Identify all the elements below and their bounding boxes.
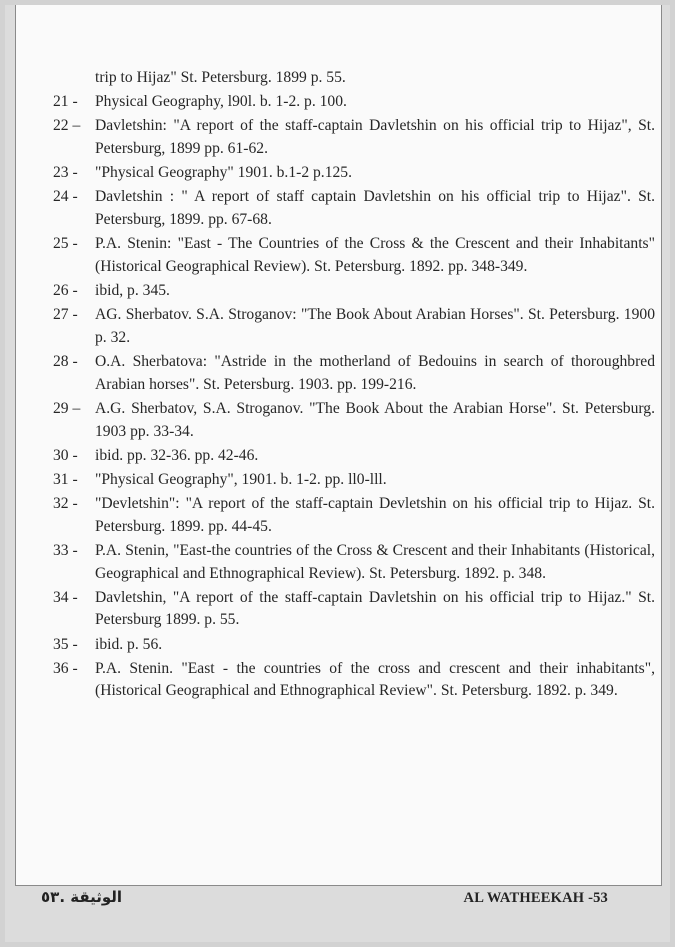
footnote-item [53,304,655,350]
footnote-text: A.G. Sherbatov, S.A. Stroganov. "The Book About the Arabian Horse". St. Petersburg. 1903 pp. 33-34. [95,399,655,440]
document-page [5,5,670,942]
footnote-text: P.A. Stenin. "East - the countries of the cross and crescent and their inhabitants", (Historical Geographical and Ethnographical Review". St. Petersburg. 1892. p. 349. [95,659,655,700]
footnote-list [53,67,655,705]
footnote-text: trip to Hijaz" St. Petersburg. 1899 p. 55. [95,69,346,86]
footnote-number: 25 - [53,235,78,253]
footnote-text: ibid, p. 345. [95,281,170,299]
footnote-number: 29 – [53,399,81,417]
footnote-item [53,658,655,704]
footnote-item [53,587,655,633]
footnote-text: P.A. Stenin, "East-the countries of the Cross & Crescent and their Inhabitants (Historical, Geographical and Ethnographical Review). St. Petersburg. 1892. p. 348. [95,541,655,582]
footnote-number: 30 - [53,446,78,464]
footnote-text: Physical Geography, l90l. b. 1-2. p. 100. [95,93,347,111]
footnote-text: "Physical Geography", 1901. b. 1-2. pp. ll0-lll. [95,470,387,488]
footnote-text: "Devletshin": "A report of the staff-captain Devletshin on his official trip to Hijaz. St. Petersburg. 1899. pp. 44-45. [95,494,655,535]
footnote-number: 33 - [53,541,78,559]
footnote-item [53,162,655,185]
footnote-text: P.A. Stenin: "East - The Countries of the Cross & the Crescent and their Inhabitants" (Historical Geographical Review). St. Petersburg. 1892. pp. 348-349. [95,235,655,275]
footnote-number: 35 - [53,635,78,653]
footnote-item [53,280,655,303]
footnote-number: 24 - [53,188,78,206]
footnote-number: 36 - [53,659,78,677]
footnote-number: 23 - [53,164,78,182]
footnote-number: 26 - [53,281,78,299]
page-footer [0,888,675,918]
footnote-item [53,67,655,90]
footnote-item [53,540,655,586]
footnote-number: 27 - [53,306,78,324]
footnote-item [53,398,655,444]
footnote-item [53,186,655,232]
footnote-text: Davletshin: "A report of the staff-captain Davletshin on his official trip to Hijaz", St. Petersburg, 1899 pp. 61-62. [95,117,655,157]
footnote-number: 34 - [53,588,78,606]
footnote-item [53,469,655,492]
footnote-item [53,115,655,161]
footnote-number: 28 - [53,352,78,370]
page-frame [15,5,662,886]
footnote-text: ibid. p. 56. [95,635,163,653]
footer-journal-title: AL WATHEEKAH -53 [463,890,608,906]
footnote-number: 32 - [53,494,78,512]
footnote-item [53,91,655,114]
footnote-text: AG. Sherbatov. S.A. Stroganov: "The Book About Arabian Horses". St. Petersburg. 1900 p. 32. [95,306,655,346]
footnote-item [53,634,655,657]
footnote-number: 22 – [53,117,81,135]
footer-arabic-title: الوثيقة .٥٣ [41,888,123,906]
footnote-text: Davletshin, "A report of the staff-captain Davletshin on his official trip to Hijaz." St. Petersburg 1899. p. 55. [95,588,655,629]
footnote-text: Davletshin : " A report of staff captain Davletshin on his official trip to Hijaz". St. Petersburg, 1899. pp. 67-68. [95,188,655,228]
footnote-item [53,351,655,397]
footnote-text: O.A. Sherbatova: "Astride in the motherland of Bedouins in search of thoroughbred Arabian horses". St. Petersburg. 1903. pp. 199-216. [95,352,655,393]
footnote-item [53,233,655,279]
footnote-text: "Physical Geography" 1901. b.1-2 p.125. [95,164,352,182]
footnote-number: 31 - [53,470,78,488]
footnote-text: ibid. pp. 32-36. pp. 42-46. [95,446,259,464]
footnote-item [53,445,655,468]
footnote-number: 21 - [53,93,78,111]
footnote-item [53,493,655,539]
